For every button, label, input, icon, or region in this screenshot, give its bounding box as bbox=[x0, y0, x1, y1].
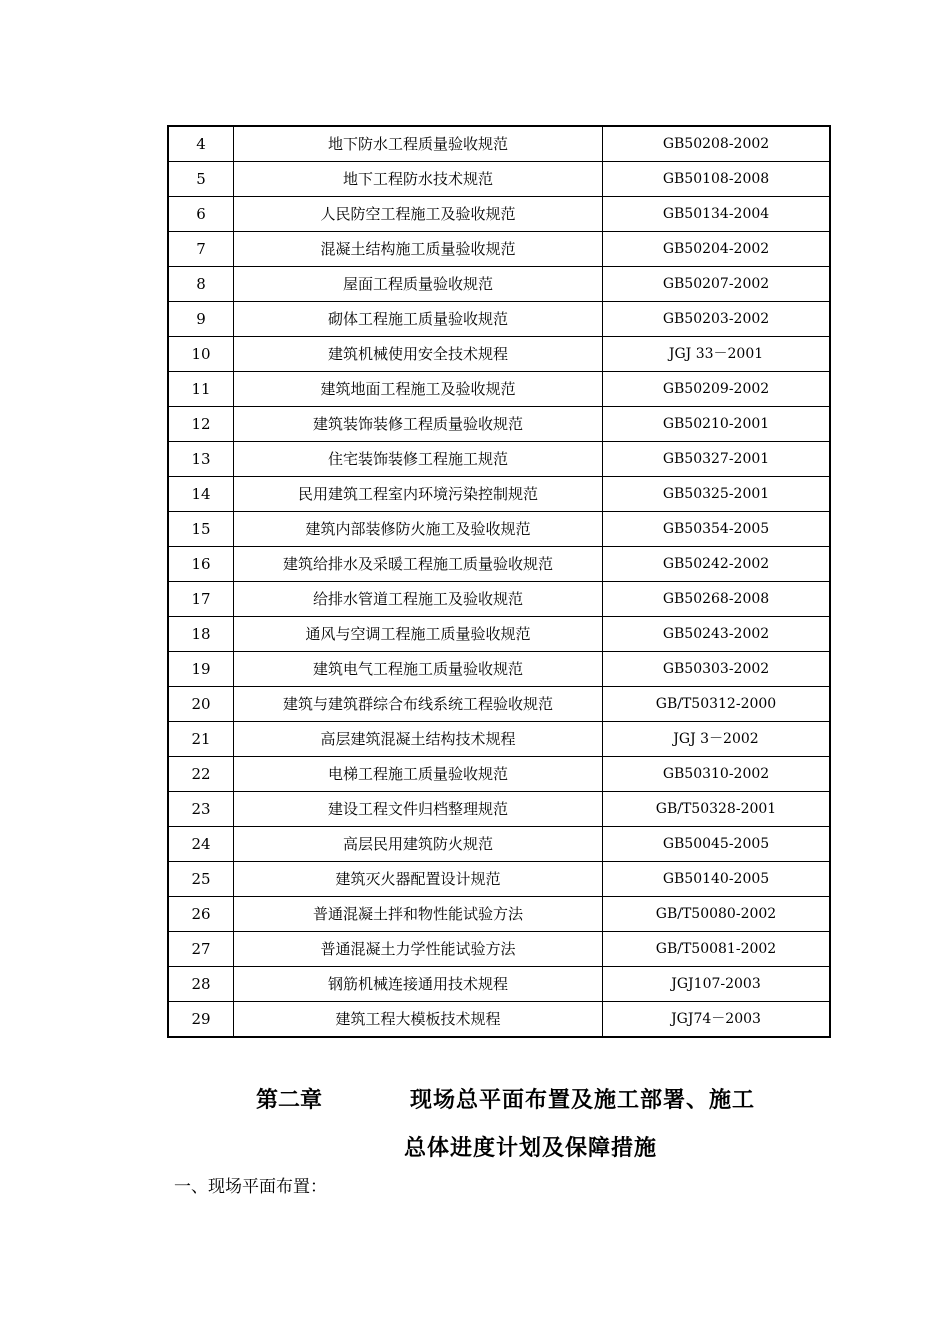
standard-code-cell: JGJ 3－2002 bbox=[603, 722, 831, 757]
standard-name-cell: 建筑灭火器配置设计规范 bbox=[234, 862, 603, 897]
row-number-cell: 13 bbox=[168, 442, 234, 477]
standards-table bbox=[167, 125, 831, 1038]
standard-code-cell: GB50327-2001 bbox=[603, 442, 831, 477]
row-number-cell: 22 bbox=[168, 757, 234, 792]
standard-code-cell: GB50354-2005 bbox=[603, 512, 831, 547]
standard-code-cell: GB50045-2005 bbox=[603, 827, 831, 862]
table-row bbox=[168, 827, 830, 862]
table-row bbox=[168, 582, 830, 617]
standard-name-cell: 民用建筑工程室内环境污染控制规范 bbox=[234, 477, 603, 512]
table-row bbox=[168, 792, 830, 827]
standard-name-cell: 建筑电气工程施工质量验收规范 bbox=[234, 652, 603, 687]
standard-code-cell: JGJ107-2003 bbox=[603, 967, 831, 1002]
table-row bbox=[168, 897, 830, 932]
table-row bbox=[168, 232, 830, 267]
table-row bbox=[168, 967, 830, 1002]
standard-code-cell: GB50204-2002 bbox=[603, 232, 831, 267]
standard-name-cell: 建筑内部装修防火施工及验收规范 bbox=[234, 512, 603, 547]
row-number-cell: 11 bbox=[168, 372, 234, 407]
standard-name-cell: 钢筋机械连接通用技术规程 bbox=[234, 967, 603, 1002]
table-row bbox=[168, 932, 830, 967]
standard-name-cell: 建筑机械使用安全技术规程 bbox=[234, 337, 603, 372]
standards-table-body bbox=[168, 126, 830, 1037]
standard-name-cell: 建筑给排水及采暖工程施工质量验收规范 bbox=[234, 547, 603, 582]
standard-code-cell: GB50210-2001 bbox=[603, 407, 831, 442]
table-row bbox=[168, 687, 830, 722]
row-number-cell: 21 bbox=[168, 722, 234, 757]
standard-code-cell: GB/T50312-2000 bbox=[603, 687, 831, 722]
standard-code-cell: GB50203-2002 bbox=[603, 302, 831, 337]
standard-name-cell: 地下工程防水技术规范 bbox=[234, 162, 603, 197]
table-row bbox=[168, 512, 830, 547]
standard-name-cell: 屋面工程质量验收规范 bbox=[234, 267, 603, 302]
row-number-cell: 6 bbox=[168, 197, 234, 232]
standard-code-cell: GB50325-2001 bbox=[603, 477, 831, 512]
table-row bbox=[168, 862, 830, 897]
table-row bbox=[168, 162, 830, 197]
row-number-cell: 23 bbox=[168, 792, 234, 827]
row-number-cell: 10 bbox=[168, 337, 234, 372]
row-number-cell: 9 bbox=[168, 302, 234, 337]
row-number-cell: 19 bbox=[168, 652, 234, 687]
table-row bbox=[168, 652, 830, 687]
standard-code-cell: GB/T50081-2002 bbox=[603, 932, 831, 967]
row-number-cell: 24 bbox=[168, 827, 234, 862]
row-number-cell: 12 bbox=[168, 407, 234, 442]
standard-name-cell: 建筑地面工程施工及验收规范 bbox=[234, 372, 603, 407]
standard-code-cell: GB50209-2002 bbox=[603, 372, 831, 407]
row-number-cell: 17 bbox=[168, 582, 234, 617]
row-number-cell: 27 bbox=[168, 932, 234, 967]
standard-name-cell: 地下防水工程质量验收规范 bbox=[234, 126, 603, 162]
row-number-cell: 25 bbox=[168, 862, 234, 897]
row-number-cell: 26 bbox=[168, 897, 234, 932]
table-row bbox=[168, 302, 830, 337]
row-number-cell: 15 bbox=[168, 512, 234, 547]
standard-code-cell: GB50268-2008 bbox=[603, 582, 831, 617]
standard-code-cell: GB50208-2002 bbox=[603, 126, 831, 162]
table-row bbox=[168, 337, 830, 372]
chapter-title-line-2: 总体进度计划及保障措施 bbox=[404, 1136, 658, 1161]
row-number-cell: 18 bbox=[168, 617, 234, 652]
standard-name-cell: 建设工程文件归档整理规范 bbox=[234, 792, 603, 827]
standard-code-cell: GB/T50328-2001 bbox=[603, 792, 831, 827]
standard-code-cell: GB50242-2002 bbox=[603, 547, 831, 582]
standard-name-cell: 混凝土结构施工质量验收规范 bbox=[234, 232, 603, 267]
table-row bbox=[168, 1002, 830, 1038]
standard-name-cell: 普通混凝土拌和物性能试验方法 bbox=[234, 897, 603, 932]
chapter-title-line-1: 现场总平面布置及施工部署、施工 bbox=[410, 1088, 756, 1113]
standard-code-cell: GB50243-2002 bbox=[603, 617, 831, 652]
standard-name-cell: 建筑工程大模板技术规程 bbox=[234, 1002, 603, 1038]
table-row bbox=[168, 547, 830, 582]
standard-name-cell: 普通混凝土力学性能试验方法 bbox=[234, 932, 603, 967]
standard-name-cell: 砌体工程施工质量验收规范 bbox=[234, 302, 603, 337]
row-number-cell: 5 bbox=[168, 162, 234, 197]
standard-name-cell: 给排水管道工程施工及验收规范 bbox=[234, 582, 603, 617]
standard-name-cell: 建筑与建筑群综合布线系统工程验收规范 bbox=[234, 687, 603, 722]
row-number-cell: 20 bbox=[168, 687, 234, 722]
standard-name-cell: 电梯工程施工质量验收规范 bbox=[234, 757, 603, 792]
table-row bbox=[168, 372, 830, 407]
standard-code-cell: GB50134-2004 bbox=[603, 197, 831, 232]
table-row bbox=[168, 757, 830, 792]
standard-code-cell: JGJ74－2003 bbox=[603, 1002, 831, 1038]
standard-code-cell: GB50207-2002 bbox=[603, 267, 831, 302]
row-number-cell: 16 bbox=[168, 547, 234, 582]
table-row bbox=[168, 407, 830, 442]
standard-name-cell: 人民防空工程施工及验收规范 bbox=[234, 197, 603, 232]
standard-code-cell: GB50108-2008 bbox=[603, 162, 831, 197]
row-number-cell: 8 bbox=[168, 267, 234, 302]
table-row bbox=[168, 617, 830, 652]
table-row bbox=[168, 267, 830, 302]
standard-name-cell: 高层建筑混凝土结构技术规程 bbox=[234, 722, 603, 757]
standard-code-cell: GB50303-2002 bbox=[603, 652, 831, 687]
table-row bbox=[168, 442, 830, 477]
row-number-cell: 29 bbox=[168, 1002, 234, 1038]
table-row bbox=[168, 477, 830, 512]
section-heading: 一、现场平面布置： bbox=[174, 1177, 327, 1197]
row-number-cell: 7 bbox=[168, 232, 234, 267]
standard-name-cell: 通风与空调工程施工质量验收规范 bbox=[234, 617, 603, 652]
standard-name-cell: 住宅装饰装修工程施工规范 bbox=[234, 442, 603, 477]
table-row bbox=[168, 126, 830, 162]
row-number-cell: 4 bbox=[168, 126, 234, 162]
standard-code-cell: GB50140-2005 bbox=[603, 862, 831, 897]
standard-code-cell: GB/T50080-2002 bbox=[603, 897, 831, 932]
standard-code-cell: GB50310-2002 bbox=[603, 757, 831, 792]
standard-name-cell: 高层民用建筑防火规范 bbox=[234, 827, 603, 862]
table-row bbox=[168, 722, 830, 757]
chapter-number: 第二章 bbox=[256, 1088, 323, 1113]
row-number-cell: 14 bbox=[168, 477, 234, 512]
standard-code-cell: JGJ 33－2001 bbox=[603, 337, 831, 372]
row-number-cell: 28 bbox=[168, 967, 234, 1002]
table-row bbox=[168, 197, 830, 232]
standard-name-cell: 建筑装饰装修工程质量验收规范 bbox=[234, 407, 603, 442]
